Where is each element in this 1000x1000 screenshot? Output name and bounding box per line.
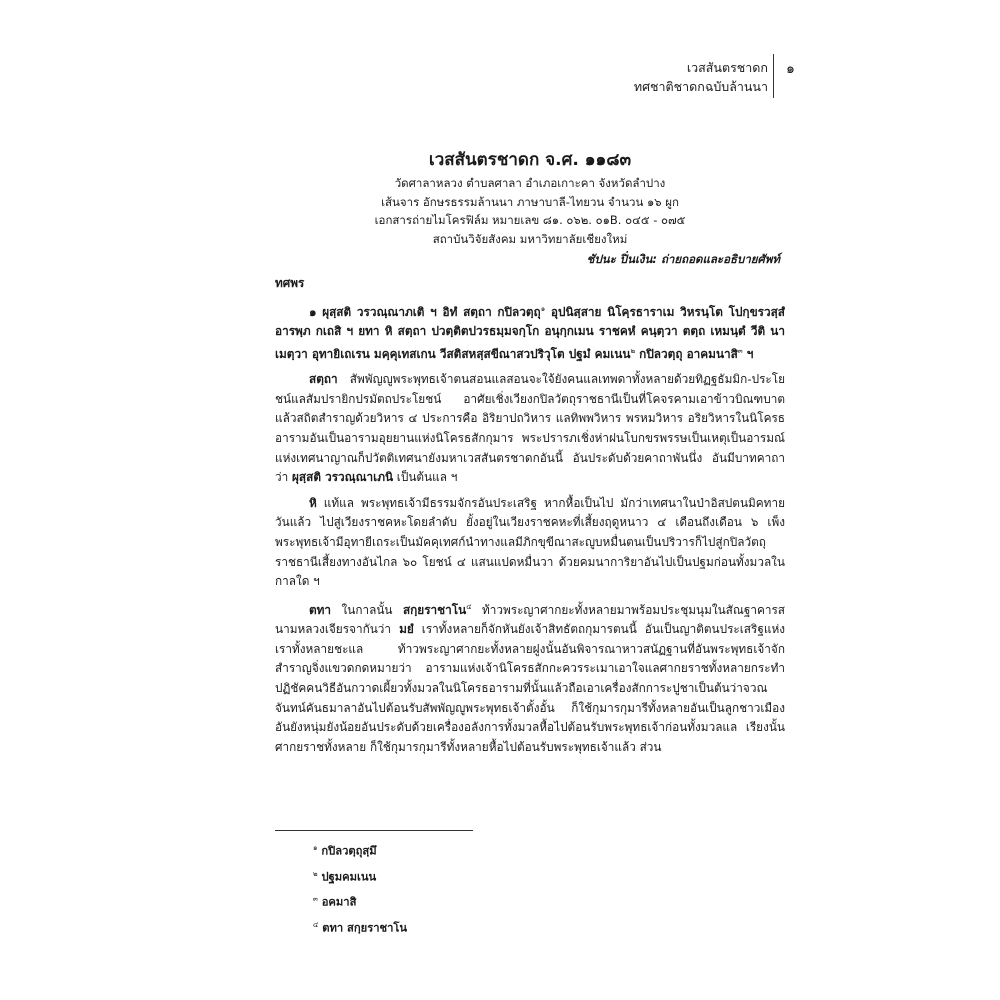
paragraph-text: เราทั้งหลายก็จักหันยังเจ้าสิทธัตถกุมารตนนี้ อันเป็นญาติตนประเสริฐแห่งเราทั้งหลายชะแล ท้าวพระญาศากยะทั้งหลายฝูงนั้นอันพิจารณาหาวสนัฏฐานที่อันพระพุทธเจ้าจักสำราญจิ่งแขวดกดหมายว่า อารามแห่งเจ้านิโครธสักกะควรระเมาเอาใจแลศากยราชทั้งหลายกระทำปฏิชัคคนวิธีอันกวาดเผี้ยวทั้งมวลในนิโครธอารามที่นั้นแล้วถือเอาเครื่องสักการะปูชาเป็นต้นว่าจวณจันทน์คันธมาลาอันไปต้อนรับสัพพัญญูพระพุทธเจ้าตั้งอั้น ก็ใช้กุมารกุมารีทั้งหลายอันเป็นลูกชาวเมืองอันยังหนุ่มยังน้อยอันประดับด้วยเครื่องอลังการทั้งมวลหื้อไปต้อนรับพระพุทธเจ้าก่อนทั้งมวลแล เรียงนั้นศากยราชทั้งหลาย ก็ใช้กุมารกุมารีทั้งหลายหื้อไปต้อนรับพระพุทธเจ้าแล้ว ส่วน — [275, 622, 785, 754]
footnote-item — [313, 837, 407, 863]
running-header — [634, 58, 768, 96]
header-divider — [773, 54, 774, 98]
pali-term: สกฺยราชาโน — [402, 602, 467, 617]
meta-institute: สถาบันวิจัยสังคม มหาวิทยาลัยเชียงใหม่ — [432, 231, 628, 246]
pali-quote: ผุสฺสติ วรวณฺณาเภนิ — [292, 470, 394, 485]
footnote-item — [313, 888, 407, 914]
meta-microfilm: เอกสารถ่ายไมโครฟิล์ม หมายเลข ๘๑. ๐๖๒. ๐๑B. ๐๔๕ - ๐๗๕ — [374, 213, 686, 227]
header-book-title: เวสสันตรชาดก — [686, 60, 768, 75]
pali-text-d: ฯ — [742, 346, 754, 361]
footnote-text: ปฐมคมเนน — [321, 870, 377, 884]
footnote-divider — [275, 830, 473, 831]
paragraph-text: ในกาลนั้น — [331, 602, 403, 617]
footnote-mark: ๓ — [313, 895, 318, 904]
footnote-mark: ๑ — [313, 844, 318, 852]
pali-text-a: ๑ ผุสฺสติ วรวณฺณาภเติ ฯ อิทํ สตฺถา กปิลวตฺถุ — [309, 304, 541, 319]
document-title: เวสสันตรชาดก จ.ศ. ๑๑๘๓ — [428, 150, 632, 170]
paragraph-lead-word: ตทา — [309, 602, 332, 617]
footnote-mark: ๔ — [313, 921, 319, 930]
footnote-item — [313, 914, 407, 940]
footnote-text: อคมาสิ — [321, 896, 357, 910]
footnote-marker[interactable]: ๒ — [630, 346, 636, 355]
meta-script: เส้นจาร อักษรธรรมล้านนา ภาษาบาลี-ไทยวน จำนวน ๑๖ ผูก — [381, 194, 679, 209]
header-series-title: ทศชาติชาดกฉบับล้านนา — [633, 79, 768, 94]
paragraph-lead-word: หิ — [309, 495, 317, 510]
footnotes — [313, 837, 407, 940]
footnote-marker[interactable]: ๑ — [540, 304, 546, 313]
meta-location: วัดศาลาหลวง ตำบลศาลา อำเภอเกาะคา จังหวัดลำปาง — [394, 176, 666, 190]
footnote-item — [313, 863, 407, 889]
paragraph-lead-word: สตฺถา — [309, 372, 338, 387]
paragraph-text: ท้าวพระญาศากยะทั้งหลายมาพร้อมประชุมนุมในสัณฐาคารสนามหลวงเจียรจากันว่า — [275, 602, 786, 637]
pali-verse-paragraph — [275, 300, 785, 365]
pali-text-c: กปิลวตฺถุ อาคมนาสิ — [639, 346, 738, 361]
paragraph-text: แท้แล พระพุทธเจ้ามีธรรมจักรอันประเสริฐ หากหื้อเป็นไป มักว่าเทศนาในป่าอิสปตนมิคทายวันแล้ว ไปสู่เวียงราชคหะโดยลำดับ ยั้งอยู่ในเวียงราชคหะที่เสี้ยงฤดูหนาว ๔ เดือนถึงเดือน ๖ เพ็ง พระพุทธเจ้ามีอุทายีเถระเป็นมัคคุเทศก์นำทางแลมีภิกขุขีณาสะญูบหมื่นตนเป็นปริวารก็ไปสู่กปิลวัตถุราชธานีเสี้ยงทางอันไกล ๖๐ โยชน์ ๔ แสนแปดหมื่นวา ด้วยคมนาการิยาอันไปเป็นปฐมก่อนทั้งมวลในกาลใด ฯ — [275, 495, 785, 589]
paragraph — [275, 494, 785, 592]
pali-term: มยํ — [399, 622, 414, 637]
paragraph-text: สัพพัญญูพระพุทธเจ้าตนสอนแลสอนจะใจ้ยังคนแลเทพดาทั้งหลายด้วยทิฏฐธัมมิก-ประโยชน์แลสัมปรายิกปรมัตถประโยชน์ อาศัยเชิ่งเวียงกปิลวัตถุราชธานีเป็นที่โคจรคามเอาข้าวบิณฑบาตแล้วสถิตสำราญด้วยวิหาร ๔ ประการคือ อิริยาปถวิหาร แลทิพพวิหาร พรหมวิหาร อริยวิหารในนิโครธอารามอันเป็นอารามอุยยานแห่งนิโครธสักกุมาร พระปรารภเชิ่งห่าฝนโบกขรพรรษเป็นเหตุเป็นอารมณ์แห่งเทศนาญาณก็ปวัตติเทศนายังมหาเวสสันตรชาดกอันนี้ อันประดับด้วยคาถาพันนึ่ง อันมีบาทคาถาว่า — [275, 372, 785, 485]
paragraph-end: เป็นต้นแล ฯ — [393, 470, 458, 485]
page-number: ๑ — [786, 61, 795, 77]
footnote-text: ตทา สกฺยราชาโน — [322, 921, 408, 935]
footnote-marker[interactable]: ๓ — [737, 346, 743, 355]
footnote-text: กปิลวตฺถุสฺมึ — [321, 844, 377, 858]
paragraph — [275, 370, 785, 488]
section-heading: ทศพร — [275, 276, 305, 290]
footnote-mark: ๒ — [313, 869, 318, 878]
title-block — [275, 146, 785, 248]
body-text — [275, 274, 785, 763]
paragraph — [275, 598, 785, 758]
footnote-marker[interactable]: ๔ — [466, 602, 472, 611]
pali-text-b: อุปนิสฺสาย นิโคฺรธาราเม วิหรนฺโต โปกฺขรวสฺสํ อารพฺภ กเถสิ ฯ ยทา หิ สตฺถา ปวตฺติตปวรธมฺมจกฺโก อนุกฺกเมน ราชคหํ คนฺตฺวา ตตฺถ เหมนฺตํ วีติ นาเมตฺวา อุทายิเถเรน มคฺคุเทสเกน วีสติสหสฺสขีณาสวปริวุโต ปฐมํ คมเนน — [275, 304, 785, 361]
transcriber-credit: ชัปนะ ปิ่นเงิน: ถ่ายถอดและอธิบายศัพท์ — [586, 252, 780, 266]
